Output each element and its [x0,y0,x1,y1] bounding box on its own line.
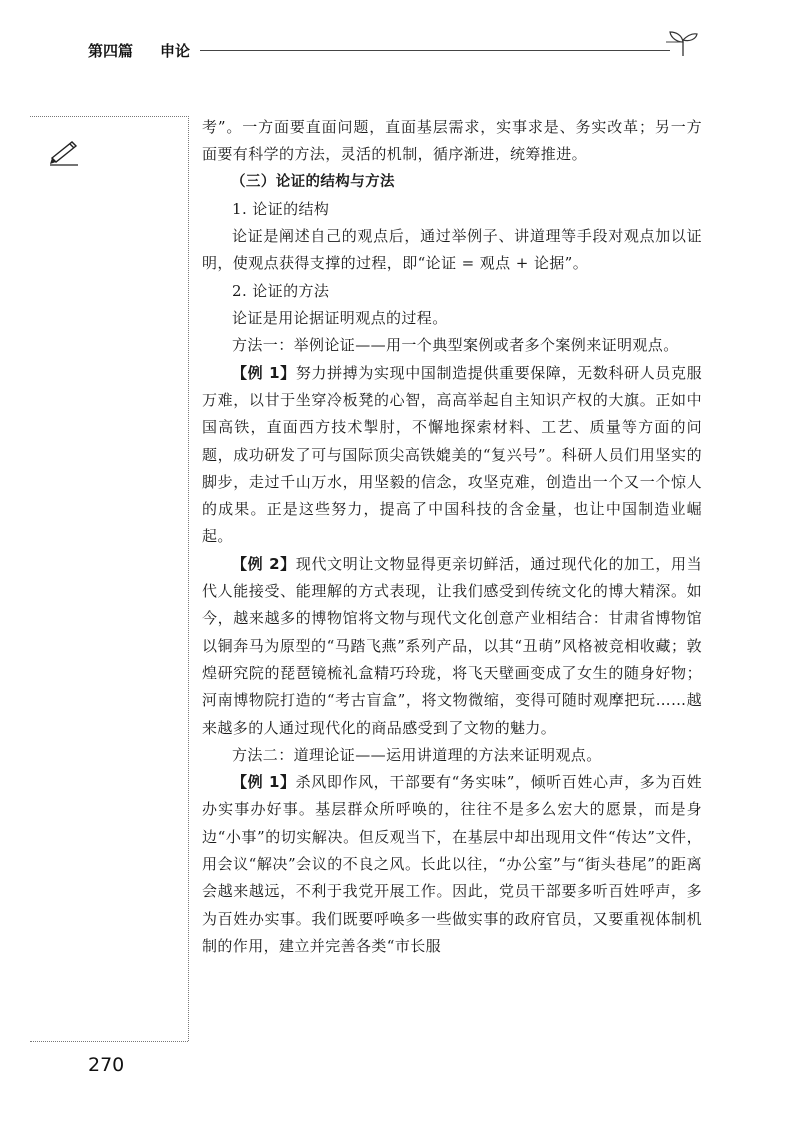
header-rule [200,50,670,51]
paragraph-continuation: 考”。一方面要直面问题，直面基层需求，实事求是、务实改革；另一方面要有科学的方法，灵活的机制，循序渐进，统筹推进。 [202,118,702,164]
part-label: 第四篇 [88,42,134,60]
paragraph-methods: 论证是用论据证明观点的过程。 [232,309,448,328]
example-text: 努力拼搏为实现中国制造提供重要保障，无数科研人员克服万难，以甘于坐穿冷板凳的心智，高高举起自主知识产权的大旗。正如中国高铁，直面西方技术掣肘，不懈地探索材料、工艺、质量等方面的问题，成功研发了可与国际顶尖高铁媲美的“复兴号”。科研人员们用坚实的脚步，走过千山万水，用坚毅的信念，攻坚克难，创造出一个又一个惊人的成果。正是这些努力，提高了中国科技的含金量，也让中国制造业崛起。 [202,363,702,546]
subheading-methods: 2. 论证的方法 [232,281,330,300]
method-one: 方法一：举例论证——用一个典型案例或者多个案例来证明观点。 [232,336,679,355]
sprout-icon [666,28,700,58]
page-number: 270 [88,1054,125,1076]
example-label: 【例 1】 [232,363,296,382]
example-text: 杀风即作风，干部要有“务实味”，倾听百姓心声，多为百姓办实事办好事。基层群众所呼唤的，往往不是多么宏大的愿景，而是身边“小事”的切实解决。但反观当下，在基层中却出现用文件“传达”文件，用会议“解决”会议的不良之风。长此以往，“办公室”与“街头巷尾”的距离会越来越远，不利于我党开展工作。因此，党员干部要多听百姓呼声，多为百姓办实事。我们既要呼唤多一些做实事的政府官员，又要重视体制机制的作用，建立并完善各类“市长服 [202,773,703,955]
running-header [88,36,700,66]
example-label: 【例 2】 [232,554,296,573]
body-text [202,114,702,960]
section-heading: （三）论证的结构与方法 [231,173,395,190]
pencil-icon [48,138,82,166]
example-text: 现代文明让文物显得更亲切鲜活，通过现代化的加工，用当代人能接受、能理解的方式表现，让我们感受到传统文化的博大精深。如今，越来越多的博物馆将文物与现代文化创意产业相结合：甘肃省博物馆以铜奔马为原型的“马踏飞燕”系列产品，以其“丑萌”风格被竞相收藏；敦煌研究院的琵琶镜梳礼盒精巧玲珑，将飞天壁画变成了女生的随身好物；河南博物院打造的“考古盲盒”，将文物微缩，变得可随时观摩把玩……越来越多的人通过现代化的商品感受到了文物的魅力。 [202,554,702,737]
example-paragraph [202,551,702,742]
example-paragraph [202,360,702,551]
method-two: 方法二：道理论证——运用讲道理的方法来证明观点。 [232,745,602,764]
section-label: 申论 [160,42,191,60]
example-paragraph [202,769,702,960]
subheading-structure: 1. 论证的结构 [232,199,330,218]
paragraph-structure: 论证是阐述自己的观点后，通过举例子、讲道理等手段对观点加以证明，使观点获得支撑的过程，即“论证 = 观点 + 论据”。 [202,227,702,273]
notes-margin-box [30,116,189,1041]
example-label: 【例 1】 [232,773,296,792]
